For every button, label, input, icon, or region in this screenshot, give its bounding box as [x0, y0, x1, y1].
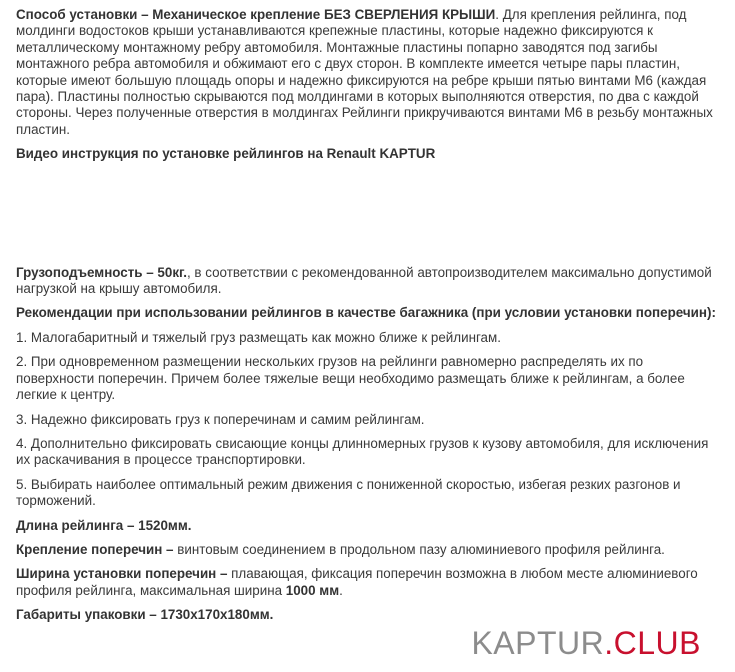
recommendation-item-4: 4. Дополнительно фиксировать свисающие концы длинномерных грузов к кузову автомобиля, для исключения их раскачивания в процессе транспортировки.: [16, 435, 709, 468]
watermark-brand: KAPTUR: [471, 625, 605, 661]
crossbar-width-text: плавающая, фиксация поперечин возможна в любом месте алюминиевого профиля рейлинга, максимальная ширина: [16, 566, 698, 598]
install-label: Способ установки – Механическое крепление БЕЗ СВЕРЛЕНИЯ КРЫШИ: [16, 7, 496, 22]
recommendation-item-2: 2. При одновременном размещении нескольких грузов на рейлинги равномерно распределять их по поверхности поперечин. Причем более тяжелые вещи необходимо размещать ближе к рейлингам, а более легкие к центру.: [16, 354, 685, 403]
load-label: Грузоподъемность – 50кг.: [16, 264, 187, 280]
watermark-suffix: CLUB: [613, 625, 701, 661]
length-spec: Длина рейлинга – 1520мм.: [16, 517, 192, 533]
recommendations-heading: Рекомендации при использовании рейлингов в качестве багажника (при условии установки поперечин):: [16, 305, 716, 321]
video-heading: Видео инструкция по установке рейлингов на Renault KAPTUR: [16, 146, 436, 162]
package-dimensions-spec: Габариты упаковки – 1730x170x180мм.: [16, 607, 274, 623]
recommendation-item-3: 3. Надежно фиксировать груз к поперечинам и самим рейлингам.: [16, 411, 425, 427]
video-placeholder: [16, 171, 718, 265]
crossbar-width-end: .: [339, 582, 343, 598]
crossbar-width-value: 1000 мм: [285, 582, 340, 598]
install-text: . Для крепления рейлинга, под молдинги водостоков крыши устанавливаются крепежные пластины, которые надежно фиксируются к металлическому монтажному ребру автомобиля. Монтажные пластины попарно заводятся под загибы монтажного ребра автомобиля и обжимают его с двух сторон. В комплекте имеется четыре пары пластин, которые имеют большую площадь опоры и надежно фиксируются на ребре крыши пятью винтами М6 (каждая пара). Пластины полностью скрываются под молдингами в которых выполняются отверстия, по два с каждой стороны. Через полученные отверстия в молдингах Рейлинги прикручиваются винтами М6 в резьбу монтажных пластин.: [16, 7, 713, 137]
watermark-dot: .: [604, 625, 614, 661]
crossbar-width-label: Ширина установки поперечин –: [16, 566, 228, 582]
load-text: , в соответствии с рекомендованной автопроизводителем максимально допустимой нагрузкой на крышу автомобиля.: [16, 264, 712, 297]
crossbar-mount-spec: [16, 542, 718, 558]
crossbar-mount-text: винтовым соединением в продольном пазу алюминиевого профиля рейлинга.: [173, 541, 665, 557]
product-description: [16, 7, 718, 632]
crossbar-width-spec: [16, 566, 718, 599]
install-paragraph: [16, 7, 718, 138]
load-paragraph: [16, 265, 718, 298]
recommendation-item-1: 1. Малогабаритный и тяжелый груз размещать как можно ближе к рейлингам.: [16, 329, 501, 345]
crossbar-mount-label: Крепление поперечин –: [16, 541, 174, 557]
recommendation-item-5: 5. Выбирать наиболее оптимальный режим движения с пониженной скоростью, избегая резких разгонов и торможений.: [16, 476, 681, 509]
kaptur-club-watermark: [471, 626, 701, 660]
